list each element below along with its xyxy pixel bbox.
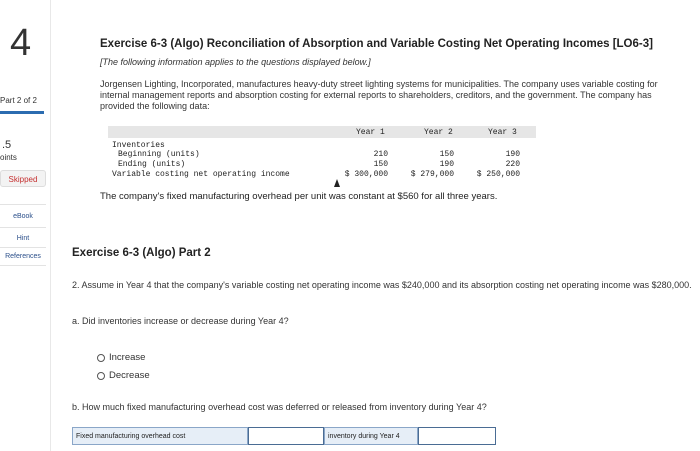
exercise-note: [The following information applies to the questions displayed below.] bbox=[100, 57, 371, 67]
table-header-year3: Year 3 bbox=[488, 128, 517, 137]
exercise-title: Exercise 6-3 (Algo) Reconciliation of Absorption and Variable Costing Net Operating Incomes [LO6-3] bbox=[100, 38, 653, 50]
table-header-year1: Year 1 bbox=[356, 128, 385, 137]
table-cell: 210 bbox=[373, 150, 388, 159]
ebook-link[interactable]: eBook bbox=[13, 213, 33, 220]
points-value: .5 bbox=[2, 139, 12, 151]
table-cell: $ 300,000 bbox=[344, 170, 388, 179]
table-section-label: Inventories bbox=[112, 141, 165, 150]
hint-link[interactable]: Hint bbox=[16, 235, 30, 242]
part2-title: Exercise 6-3 (Algo) Part 2 bbox=[72, 247, 211, 259]
references-link[interactable]: References bbox=[5, 253, 41, 260]
answer-input-amount[interactable] bbox=[418, 427, 496, 445]
option-increase[interactable] bbox=[97, 352, 145, 363]
question-b: b. How much fixed manufacturing overhead cost was deferred or released from inventory during Year 4? bbox=[72, 402, 487, 412]
answer-label-fixed-overhead: Fixed manufacturing overhead cost bbox=[72, 427, 248, 445]
sidebar bbox=[0, 0, 51, 451]
table-header-year2: Year 2 bbox=[424, 128, 453, 137]
divider bbox=[0, 204, 46, 205]
part-indicator: Part 2 of 2 bbox=[0, 96, 37, 105]
radio-button[interactable] bbox=[97, 372, 105, 380]
question-a: a. Did inventories increase or decrease during Year 4? bbox=[72, 316, 289, 326]
mouse-cursor-icon bbox=[334, 179, 340, 187]
table-cell: $ 250,000 bbox=[476, 170, 520, 179]
answer-input-deferred-released[interactable] bbox=[248, 427, 324, 445]
divider bbox=[0, 265, 46, 266]
table-row-label: Variable costing net operating income bbox=[112, 170, 290, 179]
table-row-label: Ending (units) bbox=[118, 160, 186, 169]
option-decrease[interactable] bbox=[97, 370, 150, 381]
table-cell: 190 bbox=[505, 150, 520, 159]
status-badge: Skipped bbox=[0, 170, 46, 187]
table-cell: 150 bbox=[373, 160, 388, 169]
fixed-overhead-note: The company's fixed manufacturing overhead per unit was constant at $560 for all three years. bbox=[100, 191, 498, 202]
table-cell: 220 bbox=[505, 160, 520, 169]
table-header-row bbox=[108, 126, 536, 138]
table-row-label: Beginning (units) bbox=[118, 150, 200, 159]
question-number: 4 bbox=[10, 22, 32, 64]
option-label: Increase bbox=[109, 352, 146, 363]
table-cell: 190 bbox=[439, 160, 454, 169]
divider bbox=[0, 227, 46, 228]
exercise-intro: Jorgensen Lighting, Incorporated, manufactures heavy-duty street lighting systems for municipalities. The company uses variable costing for internal management reports and absorption costing for external reports to shareholders, creditors, and the government. The company has provided the following data: bbox=[100, 79, 658, 111]
part-progress-bar bbox=[0, 111, 44, 114]
points-label: oints bbox=[0, 153, 17, 162]
table-cell: $ 279,000 bbox=[410, 170, 454, 179]
question-text: 2. Assume in Year 4 that the company's variable costing net operating income was $240,000 and its absorption costing net operating income was $280,000. bbox=[72, 280, 692, 290]
option-label: Decrease bbox=[109, 370, 150, 381]
divider bbox=[0, 247, 46, 248]
table-cell: 150 bbox=[439, 150, 454, 159]
answer-label-inventory-year4: inventory during Year 4 bbox=[324, 427, 418, 445]
radio-button[interactable] bbox=[97, 354, 105, 362]
